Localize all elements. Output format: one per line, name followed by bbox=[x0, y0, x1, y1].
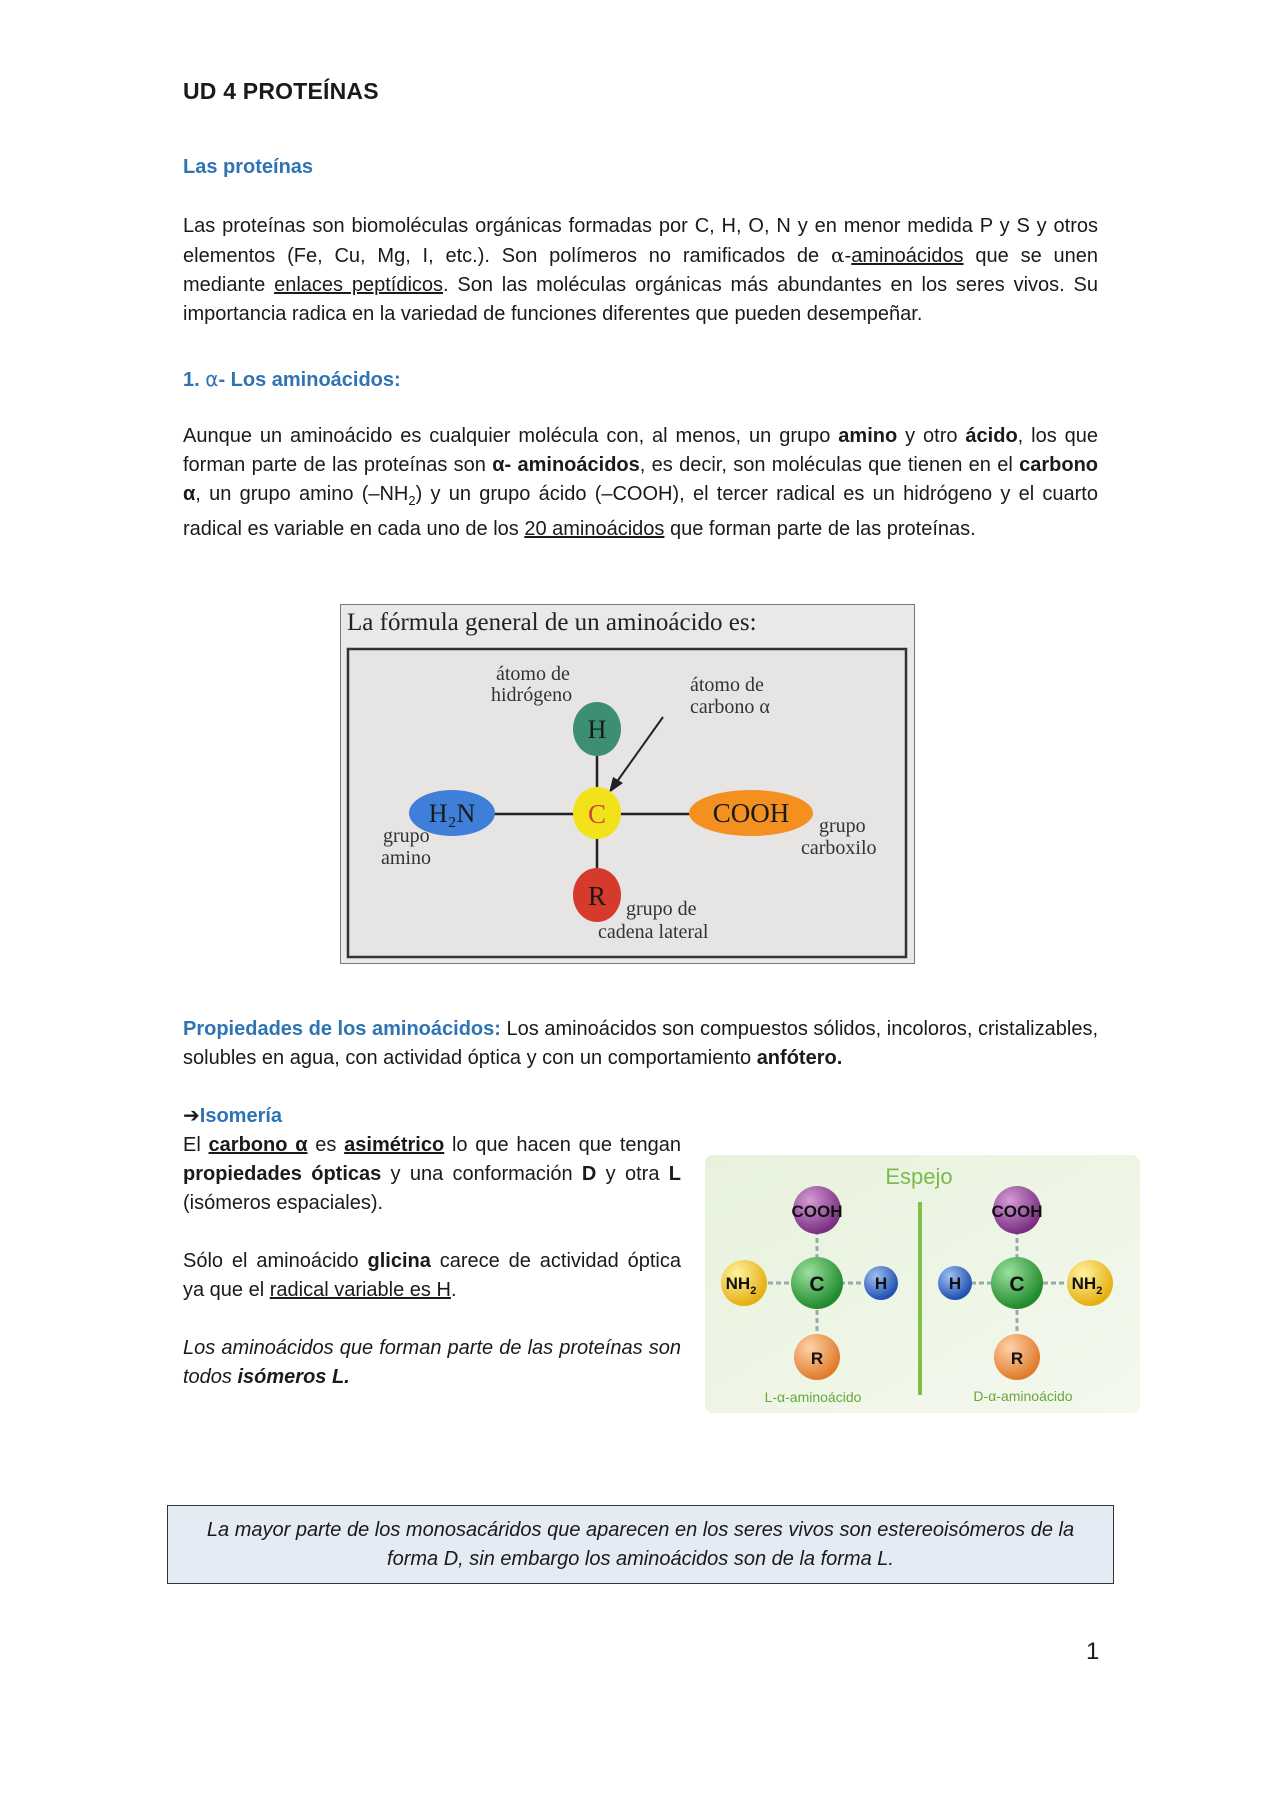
l-nh2-subscript: 2 bbox=[750, 1285, 757, 1297]
isomeria-text-column bbox=[183, 1131, 681, 1421]
isomeria-paragraph-2 bbox=[183, 1247, 681, 1305]
alpha-symbol: α bbox=[205, 367, 219, 391]
underline-radical-variable: radical variable es H bbox=[269, 1279, 451, 1301]
general-formula-figure bbox=[340, 604, 915, 964]
isomers-diagram bbox=[705, 1155, 1140, 1413]
r-group-label-line2: cadena lateral bbox=[598, 921, 709, 943]
isomeria-paragraph-3 bbox=[183, 1334, 681, 1392]
properties-paragraph bbox=[183, 1015, 1098, 1073]
carboxyl-label-line1: grupo bbox=[819, 815, 866, 837]
d-r-label: R bbox=[1010, 1349, 1024, 1368]
text-run: Los aminoácidos son compuestos sólidos, incoloros, cristalizables, solubles en agua, con actividad óptica y con un comportamiento bbox=[183, 1018, 1098, 1069]
section-heading-aminoacidos bbox=[183, 367, 401, 392]
hydrogen-label-line1: átomo de bbox=[496, 663, 570, 685]
document-title: UD 4 PROTEÍNAS bbox=[183, 78, 379, 104]
text-run: es bbox=[307, 1134, 345, 1156]
text-run: carece de actividad óptica ya que el bbox=[183, 1250, 681, 1301]
d-nh2-text: NH bbox=[1071, 1274, 1097, 1293]
carboxyl-label-line2: carboxilo bbox=[801, 837, 877, 859]
text-run: ) y un grupo ácido (–COOH), el tercer radical es un hidrógeno y el cuarto radical es variable en cada uno de los bbox=[183, 483, 1098, 540]
r-group-atom-label: R bbox=[587, 881, 607, 911]
l-hydrogen-label: H bbox=[874, 1274, 888, 1293]
r-group-label-line1: grupo de bbox=[626, 898, 697, 920]
bold-l: L bbox=[668, 1163, 681, 1185]
text-run: , un grupo amino (–NH bbox=[195, 483, 409, 505]
text-run: lo que hacen que tengan bbox=[444, 1134, 681, 1156]
d-carbon-label: C bbox=[1009, 1273, 1025, 1296]
text-run: y una conformación bbox=[381, 1163, 582, 1185]
note-text: La mayor parte de los monosacáridos que aparecen en los seres vivos son estereoisómeros de la forma D, sin embargo los aminoácidos son de la forma L. bbox=[206, 1519, 1075, 1570]
bold-carbono-alfa: carbono α bbox=[183, 454, 1099, 505]
carbon-atom-label: C bbox=[587, 799, 607, 829]
l-isomer-caption: L-α-aminoácido bbox=[764, 1389, 862, 1405]
isomeria-heading-text: Isomería bbox=[199, 1105, 283, 1127]
text-run: Las proteínas son biomoléculas orgánicas formadas por C, H, O, N y en menor medida P y S y otros elementos (Fe, Cu, Mg, I, etc.). Son polímeros no ramificados de bbox=[183, 215, 1098, 267]
l-carbon-label: C bbox=[809, 1273, 825, 1296]
heading-number: 1. bbox=[183, 369, 206, 391]
amino-group-label: H₂N bbox=[428, 799, 476, 828]
text-run: que forman parte de las proteínas. bbox=[664, 518, 976, 540]
isomers-figure bbox=[705, 1155, 1140, 1413]
d-isomer-caption: D-α-aminoácido bbox=[973, 1388, 1073, 1404]
text-run: , los que forman parte de las proteínas son bbox=[183, 425, 1099, 476]
l-cooh-label: COOH bbox=[791, 1202, 843, 1221]
text-run: , es decir, son moléculas que tienen en el bbox=[639, 454, 1020, 476]
figure-title: La fórmula general de un aminoácido es: bbox=[347, 609, 757, 636]
l-r-label: R bbox=[810, 1349, 824, 1368]
hydrogen-atom-label: H bbox=[587, 715, 607, 744]
bold-anfotero: anfótero. bbox=[756, 1047, 843, 1069]
aminoacidos-paragraph bbox=[183, 422, 1098, 544]
bold-acido: ácido bbox=[965, 425, 1018, 447]
page-number: 1 bbox=[1086, 1638, 1100, 1665]
carbon-label-line2: carbono α bbox=[690, 696, 770, 718]
properties-heading: Propiedades de los aminoácidos: bbox=[183, 1018, 501, 1040]
text-run: Los aminoácidos que forman parte de las proteínas son todos bbox=[183, 1337, 681, 1388]
bold-isomeros-l: isómeros L. bbox=[237, 1366, 350, 1388]
section-heading-proteinas: Las proteínas bbox=[183, 156, 314, 178]
text-run: (isómeros espaciales). bbox=[183, 1192, 384, 1214]
link-aminoacidos[interactable]: aminoácidos bbox=[851, 245, 964, 267]
d-cooh-label: COOH bbox=[991, 1202, 1043, 1221]
l-nh2-text: NH bbox=[725, 1274, 751, 1293]
isomeria-heading bbox=[183, 1103, 282, 1128]
bold-underline-carbono-alfa: carbono α bbox=[208, 1134, 308, 1156]
heading-text: - Los aminoácidos: bbox=[218, 369, 401, 391]
amino-label-line1: grupo bbox=[383, 825, 430, 847]
alpha-symbol: α- bbox=[831, 243, 852, 267]
text-run: . bbox=[450, 1279, 457, 1301]
bold-glicina: glicina bbox=[367, 1250, 431, 1272]
mirror-label: Espejo bbox=[885, 1164, 953, 1189]
note-box bbox=[167, 1505, 1114, 1584]
text-run: Sólo el aminoácido bbox=[183, 1250, 368, 1272]
text-run: y otro bbox=[897, 425, 966, 447]
text-run: que se unen mediante bbox=[183, 245, 1098, 296]
link-enlaces-peptidicos[interactable]: enlaces peptídicos bbox=[274, 274, 444, 296]
subscript-2: 2 bbox=[408, 493, 416, 508]
amino-label-line2: amino bbox=[381, 847, 431, 869]
hydrogen-label-line2: hidrógeno bbox=[491, 684, 573, 706]
d-hydrogen-label: H bbox=[948, 1274, 962, 1293]
d-nh2-subscript: 2 bbox=[1096, 1285, 1103, 1297]
bold-d: D bbox=[581, 1163, 597, 1185]
bold-underline-asimetrico: asimétrico bbox=[344, 1134, 445, 1156]
text-run: y otra bbox=[596, 1163, 669, 1185]
arrow-right-icon: ➔ bbox=[183, 1103, 200, 1127]
carbon-label-line1: átomo de bbox=[690, 674, 764, 696]
link-20-aminoacidos[interactable]: 20 aminoácidos bbox=[524, 518, 665, 540]
bold-propiedades-opticas: propiedades ópticas bbox=[183, 1163, 382, 1185]
carboxyl-group-label: COOH bbox=[712, 798, 790, 828]
text-run: . Son las moléculas orgánicas más abundantes en los seres vivos. Su importancia radica en la variedad de funciones diferentes que pueden desempeñar. bbox=[183, 274, 1098, 325]
proteinas-paragraph bbox=[183, 212, 1098, 329]
bold-amino: amino bbox=[838, 425, 898, 447]
text-run: Aunque un aminoácido es cualquier molécula con, al menos, un grupo bbox=[183, 425, 839, 447]
general-formula-diagram bbox=[341, 605, 914, 963]
bold-alfa-aminoacidos: α- aminoácidos bbox=[492, 454, 640, 476]
text-run: El bbox=[183, 1134, 209, 1156]
isomeria-paragraph-1 bbox=[183, 1131, 681, 1218]
